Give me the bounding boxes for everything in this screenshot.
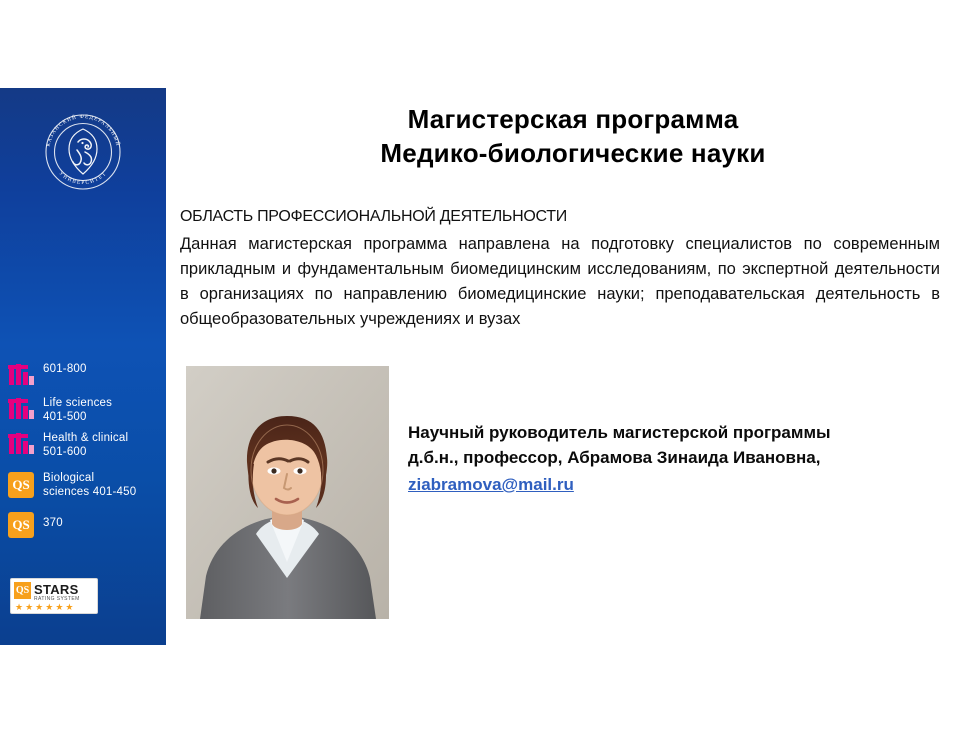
svg-text:КАЗАНСКИЙ ФЕДЕРАЛЬНЫЙ: КАЗАНСКИЙ ФЕДЕРАЛЬНЫЙ bbox=[45, 113, 121, 148]
university-emblem-icon bbox=[33, 102, 133, 202]
supervisor-photo bbox=[186, 366, 389, 619]
section-heading: ОБЛАСТЬ ПРОФЕССИОНАЛЬНОЙ ДЕЯТЕЛЬНОСТИ bbox=[180, 208, 567, 225]
sidebar bbox=[0, 88, 166, 645]
supervisor-caption bbox=[408, 420, 968, 497]
ranking-item bbox=[8, 471, 160, 499]
qs-logo-icon: QS bbox=[8, 472, 34, 498]
rankings-list bbox=[8, 362, 160, 545]
the-logo-icon bbox=[8, 397, 34, 423]
ranking-item bbox=[8, 511, 160, 538]
star-icon-extra: ★ bbox=[65, 602, 74, 612]
ranking-value: 501-600 bbox=[43, 446, 87, 458]
star-icon: ★ bbox=[45, 602, 54, 612]
ranking-text bbox=[34, 511, 63, 530]
ranking-text bbox=[34, 362, 87, 376]
qs-stars-title: STARS bbox=[34, 582, 79, 597]
ranking-item bbox=[8, 396, 160, 424]
svg-text:УНИВЕРСИТЕТ: УНИВЕРСИТЕТ bbox=[57, 170, 109, 187]
ranking-value: sciences 401-450 bbox=[43, 486, 137, 498]
ranking-text bbox=[34, 471, 136, 499]
ranking-value: 401-500 bbox=[43, 411, 87, 423]
body-paragraph: Данная магистерская программа направлена на подготовку специалистов по современным прикладным и фундаментальным биомедицинским исследованиям, по экспертной деятельности в организациях по направлению биомедицинские науки; преподавательская деятельность в общеобразовательных учреждениях и вузах bbox=[180, 235, 940, 328]
ranking-item bbox=[8, 362, 160, 389]
star-icon: ★ bbox=[25, 602, 34, 612]
page-title bbox=[178, 102, 968, 170]
ranking-value: 370 bbox=[43, 517, 63, 529]
ranking-text bbox=[34, 431, 128, 459]
ranking-label: Biological bbox=[43, 472, 95, 484]
star-icon: ★ bbox=[55, 602, 64, 612]
ranking-label: Health & clinical bbox=[43, 432, 129, 444]
supervisor-name: д.б.н., профессор, Абрамова Зинаида Ивановна, bbox=[408, 448, 821, 467]
ranking-label: Life sciences bbox=[43, 397, 113, 409]
supervisor-role: Научный руководитель магистерской программы bbox=[408, 423, 831, 442]
qs-badge-icon: QS bbox=[14, 582, 31, 599]
qs-stars-rating bbox=[15, 603, 73, 612]
qs-stars-subtitle: RATING SYSTEM bbox=[34, 596, 80, 602]
star-icon: ★ bbox=[15, 602, 24, 612]
supervisor-email-link[interactable]: ziabramova@mail.ru bbox=[408, 475, 574, 494]
the-logo-icon bbox=[8, 432, 34, 458]
star-icon: ★ bbox=[35, 602, 44, 612]
the-logo-icon bbox=[8, 363, 34, 389]
ranking-value: 601-800 bbox=[43, 363, 87, 375]
title-line-2: Медико-биологические науки bbox=[380, 138, 766, 168]
ranking-text bbox=[34, 396, 112, 424]
qs-logo-icon: QS bbox=[8, 512, 34, 538]
title-line-1: Магистерская программа bbox=[407, 104, 739, 134]
qs-stars-badge bbox=[10, 578, 98, 614]
ranking-item bbox=[8, 431, 160, 459]
